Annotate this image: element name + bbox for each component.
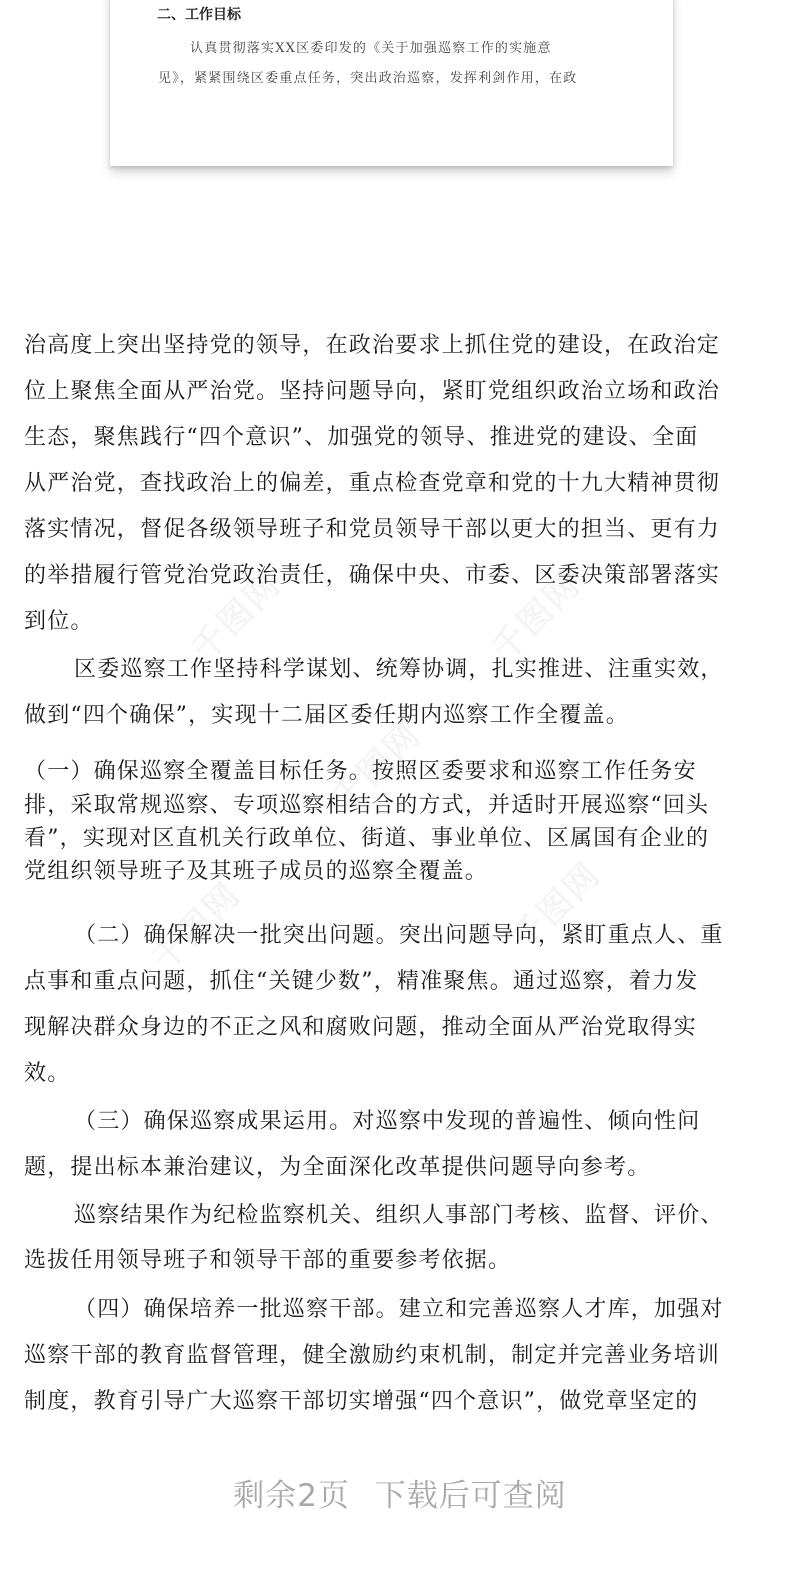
paragraph-line: 生态，聚焦践行“四个意识”、加强党的领导、推进党的建设、全面 <box>24 425 699 450</box>
paragraph-line: 位上聚焦全面从严治党。坚持问题导向，紧盯党组织政治立场和政治 <box>24 379 721 404</box>
paragraph-line: 的举措履行管党治党政治责任，确保中央、市委、区委决策部署落实 <box>24 563 721 588</box>
paragraph-line: 区委巡察工作坚持科学谋划、统筹协调，扎实推进、注重实效， <box>74 657 724 682</box>
paragraph-line: 题，提出标本兼治建议，为全面深化改革提供问题导向参考。 <box>24 1155 651 1180</box>
paragraph-line: 效。 <box>24 1061 71 1086</box>
paragraph-line: 巡察结果作为纪检监察机关、组织人事部门考核、监督、评价、 <box>74 1203 724 1228</box>
paragraph-line: 到位。 <box>24 609 94 634</box>
paragraph-line: 落实情况，督促各级领导班子和党员领导干部以更大的担当、更有力 <box>24 517 721 542</box>
paragraph-line: （四）确保培养一批巡察干部。建立和完善巡察人才库，加强对 <box>74 1297 724 1322</box>
paragraph-line: （一）确保巡察全覆盖目标任务。按照区委要求和巡察工作任务安 <box>24 759 697 784</box>
paragraph-line: 点事和重点问题，抓住“关键少数”，精准聚焦。通过巡察，着力发 <box>24 969 699 994</box>
paragraph-line: 党组织领导班子及其班子成员的巡察全覆盖。 <box>24 859 489 884</box>
paragraph-line: 制度，教育引导广大巡察干部切实增强“四个意识”，做党章坚定的 <box>24 1389 699 1414</box>
paragraph-line: 做到“四个确保”，实现十二届区委任期内巡察工作全覆盖。 <box>24 703 629 728</box>
preview-line: 认真贯彻落实XX区委印发的《关于加强巡察工作的实施意 <box>190 41 552 56</box>
paragraph-line: 排，采取常规巡察、专项巡察相结合的方式，并适时开展巡察“回头 <box>24 793 710 818</box>
paragraph-line: （二）确保解决一批突出问题。突出问题导向，紧盯重点人、重 <box>74 923 724 948</box>
document-preview-card <box>110 0 673 166</box>
paragraph-line: 现解决群众身边的不正之风和腐败问题，推动全面从严治党取得实 <box>24 1015 697 1040</box>
paragraph-line: 巡察干部的教育监督管理，健全激励约束机制，制定并完善业务培训 <box>24 1343 721 1368</box>
preview-line: 见》，紧紧围绕区委重点任务，突出政治巡察，发挥利剑作用，在政 <box>158 71 578 86</box>
paragraph-line: 治高度上突出坚持党的领导，在政治要求上抓住党的建设，在政治定 <box>24 333 721 358</box>
paragraph-line: 看”，实现对区直机关行政单位、街道、事业单位、区属国有企业的 <box>24 826 710 851</box>
section-heading: 二、工作目标 <box>157 7 241 23</box>
paragraph-line: （三）确保巡察成果运用。对巡察中发现的普遍性、倾向性问 <box>74 1109 701 1134</box>
paragraph-line: 从严治党，查找政治上的偏差，重点检查党章和党的十九大精神贯彻 <box>24 471 721 496</box>
paragraph-line: 选拔任用领导班子和领导干部的重要参考依据。 <box>24 1248 512 1273</box>
remaining-pages-notice[interactable]: 剩余2页 下载后可查阅 <box>233 1478 567 1514</box>
